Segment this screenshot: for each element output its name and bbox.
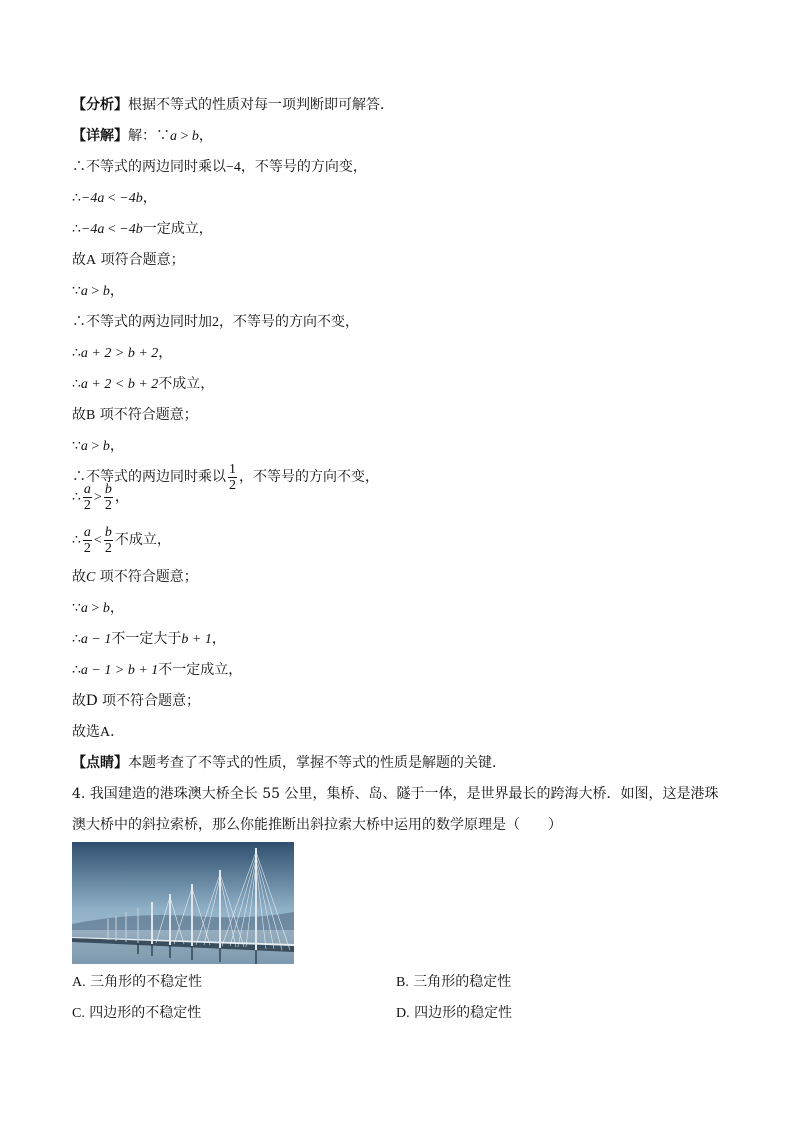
text-segment: 项不符合题意； — [97, 693, 201, 709]
fraction — [228, 462, 237, 493]
question-line-2 — [72, 816, 562, 834]
text-segment: ， — [211, 631, 226, 647]
option-letter: D — [86, 692, 98, 709]
step-line — [72, 661, 242, 680]
option-letter: A — [86, 253, 97, 268]
text-segment: ∴ — [72, 631, 81, 647]
fraction-numerator: b — [104, 481, 112, 497]
math-op: > — [87, 284, 103, 299]
fraction-denominator: 2 — [104, 540, 112, 556]
text-segment: 解：∵ — [128, 128, 170, 144]
math-expr: −4a — [80, 222, 105, 237]
comment-text: 本题考查了不等式的性质，掌握不等式的性质是解题的关键． — [128, 755, 506, 771]
fraction — [104, 525, 113, 556]
text-segment: 不成立， — [114, 532, 171, 548]
analysis-text: 根据不等式的性质对每一项判断即可解答． — [128, 97, 394, 113]
option-b[interactable] — [396, 973, 511, 992]
comment-line — [72, 754, 506, 772]
fraction-numerator: b — [104, 524, 112, 540]
conclusion-line — [72, 251, 185, 270]
math-expr: −4b — [119, 222, 143, 237]
option-label: B. — [396, 975, 409, 990]
option-text: 四边形的稳定性 — [414, 1005, 513, 1021]
math-op: < — [93, 533, 102, 548]
fraction — [83, 482, 92, 513]
math-number: 2 — [212, 315, 219, 330]
text-segment: ∴ — [72, 662, 81, 678]
math-expr: a − 1 > b + 1 — [80, 663, 159, 678]
bridge-photo — [72, 842, 294, 964]
text-segment: ， — [158, 345, 173, 361]
text-segment: ， — [142, 190, 157, 206]
text-segment: ∴ — [72, 489, 81, 505]
text-segment: ，不等号的方向不变， — [239, 469, 379, 485]
fraction-numerator: a — [83, 481, 91, 497]
text-segment: 故 — [72, 252, 86, 268]
fraction-denominator: 2 — [104, 497, 112, 513]
step-line — [72, 282, 124, 301]
cable-stayed-bridge-image — [72, 842, 294, 964]
text-segment: ∴ — [72, 190, 81, 206]
step-line — [72, 437, 124, 456]
text-segment: 故 — [72, 693, 86, 709]
math-var: a — [80, 284, 88, 299]
fraction-numerator: a — [83, 524, 91, 540]
math-op: < — [104, 222, 120, 237]
question-line-1 — [72, 785, 719, 803]
step-line — [72, 313, 359, 332]
text-segment: ∴不等式的两边同时加 — [72, 314, 212, 330]
text-segment: ∵ — [72, 600, 81, 616]
option-letter: B — [86, 408, 96, 423]
math-expr: a − 1 — [80, 632, 112, 647]
step-line — [72, 375, 214, 394]
fraction-denominator: 2 — [229, 477, 236, 493]
option-label: C. — [72, 1006, 85, 1021]
text-segment: ， — [109, 283, 124, 299]
math-op: > — [87, 601, 103, 616]
option-label: D. — [396, 1006, 410, 1021]
math-expr: a + 2 < b + 2 — [80, 377, 159, 392]
text-segment: 不一定成立， — [158, 662, 243, 678]
text-segment: 不一定大于 — [111, 631, 182, 647]
option-label: A. — [72, 975, 86, 990]
option-text: 三角形的不稳定性 — [90, 974, 203, 990]
conclusion-line — [72, 692, 200, 710]
step-line — [72, 599, 124, 618]
fraction — [83, 525, 92, 556]
option-text: 四边形的不稳定性 — [89, 1005, 202, 1021]
fraction-denominator: 2 — [83, 540, 91, 556]
conclusion-line — [72, 568, 198, 587]
analysis-tag: 【分析】 — [72, 97, 128, 113]
question-text-1: 我国建造的港珠澳大桥全长 55 公里，集桥、岛、隧于一体，是世界最长的跨海大桥．如图，这是港珠 — [89, 786, 719, 802]
option-d[interactable] — [396, 1004, 512, 1023]
math-var: a — [80, 439, 88, 454]
math-op: > — [87, 439, 103, 454]
math-number: −4 — [226, 160, 241, 175]
math-expr: −4b — [119, 191, 143, 206]
detail-tag: 【详解】 — [72, 128, 128, 144]
math-var: b — [102, 601, 110, 616]
text-segment: ∴ — [72, 221, 81, 237]
text-segment: 项不符合题意； — [95, 407, 198, 423]
option-text: 三角形的稳定性 — [413, 974, 512, 990]
text-segment: ∵ — [72, 438, 81, 454]
math-var: a — [170, 129, 177, 144]
option-letter: A — [100, 725, 111, 740]
math-var: b — [102, 439, 110, 454]
step-line — [72, 189, 157, 208]
comment-tag: 【点睛】 — [72, 755, 128, 771]
text-segment: 故选 — [72, 724, 100, 740]
text-segment: 故 — [72, 407, 86, 423]
text-segment: ，不等号的方向变， — [240, 159, 367, 175]
detail-line — [72, 127, 213, 146]
text-segment: ． — [110, 724, 125, 740]
question-number: 4. — [72, 786, 86, 802]
text-segment: 一定成立， — [142, 221, 213, 237]
text-segment: 不成立， — [158, 376, 215, 392]
text-segment: ∵ — [72, 283, 81, 299]
step-line — [72, 220, 213, 239]
text-segment: 项符合题意； — [96, 252, 185, 268]
math-expr: b + 1 — [181, 632, 212, 647]
option-letter: C — [86, 570, 96, 585]
math-op: > — [93, 490, 102, 505]
math-var: b — [191, 129, 199, 144]
step-line — [72, 480, 129, 515]
step-line — [72, 158, 367, 177]
text-segment: ∴不等式的两边同时乘以 — [72, 469, 226, 485]
text-segment: ， — [109, 438, 124, 454]
conclusion-line — [72, 406, 198, 425]
text-segment: 故 — [72, 569, 86, 585]
option-a[interactable] — [72, 973, 202, 992]
text-segment: ∴ — [72, 532, 81, 548]
fraction-numerator: 1 — [229, 461, 236, 477]
text-segment: ∴ — [72, 376, 81, 392]
step-line — [72, 344, 172, 363]
fraction — [104, 482, 113, 513]
fraction-denominator: 2 — [83, 497, 91, 513]
text-segment: ∴ — [72, 345, 81, 361]
text-segment: ， — [198, 128, 213, 144]
step-line — [72, 630, 226, 649]
math-var: b — [102, 284, 110, 299]
math-op: > — [177, 129, 192, 144]
math-var: a — [80, 601, 88, 616]
math-op: < — [104, 191, 120, 206]
step-line — [72, 523, 171, 558]
math-expr: a + 2 > b + 2 — [80, 346, 159, 361]
option-c[interactable] — [72, 1004, 201, 1023]
text-segment: ， — [114, 489, 129, 505]
math-expr: −4a — [80, 191, 105, 206]
text-segment: ，不等号的方向不变， — [219, 314, 359, 330]
text-segment: ， — [109, 600, 124, 616]
analysis-line — [72, 96, 394, 114]
text-segment: 项不符合题意； — [95, 569, 198, 585]
final-answer-line — [72, 723, 124, 742]
text-segment: ∴不等式的两边同时乘以 — [72, 159, 226, 175]
question-text-2: 澳大桥中的斜拉索桥，那么你能推断出斜拉索大桥中运用的数学原理是（ ） — [72, 817, 562, 833]
